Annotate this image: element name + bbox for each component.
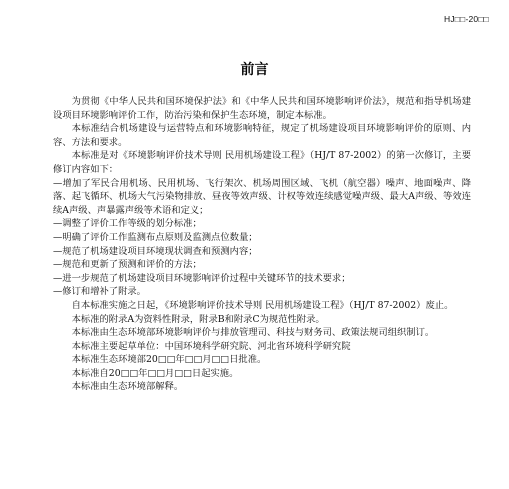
paragraph: 本标准自20□□年□□月□□日起实施。 <box>71 367 239 379</box>
paragraph: 本标准结合机场建设与运营特点和环境影响特征，规定了机场建设项目环境影响评价的原则、内容、方法和要求。 <box>53 123 471 148</box>
revision-item: —调整了评价工作等级的划分标准； <box>53 218 202 230</box>
revision-item: —明确了评价工作监测布点原则及监测点位数量； <box>53 231 258 243</box>
paragraph: 本标准由生态环境部环境影响评价与排放管理司、科技与财务司、政策法规司组织制订。 <box>71 327 435 339</box>
paragraph: 本标准生态环境部20□□年□□月□□日批准。 <box>71 354 267 366</box>
paragraph: 本标准是对《环境影响评价技术导则 民用机场建设工程》（HJ/T 87-2002）的第一次修订，主要修订内容如下： <box>53 150 471 175</box>
paragraph: 为贯彻《中华人民共和国环境保护法》和《中华人民共和国环境影响评价法》，规范和指导机场建设项目环境影响评价工作，防治污染和保护生态环境，制定本标准。 <box>53 96 471 121</box>
paragraph: 本标准主要起草单位：中国环境科学研究院、河北省环境科学研究院 <box>71 340 351 352</box>
revision-item: —增加了军民合用机场、民用机场、飞行架次、机场周围区域、飞机（航空器）噪声、地面噪声、降落、起飞循环、机场大气污染物排放、昼夜等效声级、计权等效连续感觉噪声级、最大A声级、等效连续A声级、声暴露声级等术语和定义； <box>53 177 471 216</box>
paragraph: 本标准由生态环境部解释。 <box>71 381 184 393</box>
page-title: 前言 <box>240 62 269 78</box>
standard-code: HJ□□-20□□ <box>443 14 489 24</box>
paragraph: 本标准的附录A为资料性附录，附录B和附录C为规范性附录。 <box>71 313 325 325</box>
paragraph: 自本标准实施之日起，《环境影响评价技术导则 民用机场建设工程》（HJ/T 87-2002）废止。 <box>71 299 454 311</box>
revision-item: —修订和增补了附录。 <box>53 286 146 298</box>
revision-item: —规范了机场建设项目环境现状调查和预测内容； <box>53 245 258 257</box>
revision-item: —规范和更新了预测和评价的方法； <box>53 259 202 271</box>
preface-body <box>53 95 471 394</box>
revision-item: —进一步规范了机场建设项目环境影响评价过程中关键环节的技术要求； <box>53 272 351 284</box>
